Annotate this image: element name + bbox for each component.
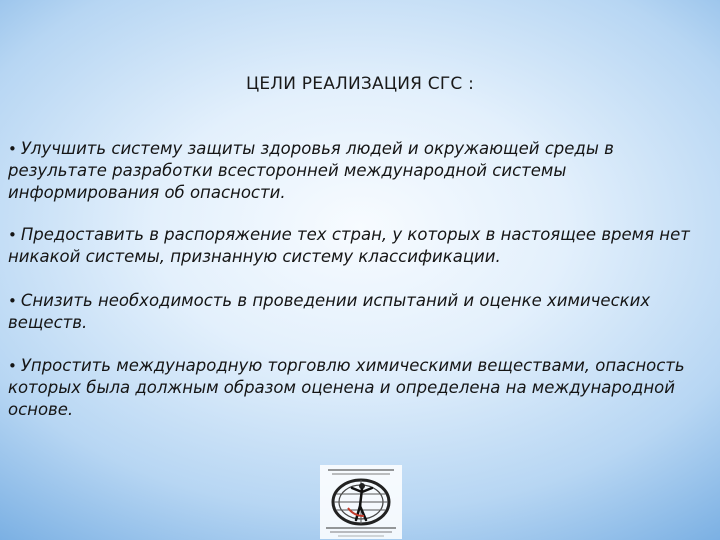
bullet-text: Предоставить в распоряжение тех стран, у которых в настоящее время нет никакой системы, признанную систему классификации. (8, 225, 690, 266)
bullet-text: Улучшить систему защиты здоровья людей и окружающей среды в результате разработки всесторонней международной системы информирования об опасности. (8, 139, 614, 202)
bullet-text: Упростить международную торговлю химическими веществами, опасность которых была должным образом оценена и определена на международной основе. (8, 356, 685, 419)
bullet-marker: • (8, 226, 17, 244)
organization-emblem-icon (318, 464, 404, 540)
bullet-item (8, 355, 708, 421)
bullet-marker: • (8, 292, 17, 310)
bullet-text: Снизить необходимость в проведении испытаний и оценке химических веществ. (8, 291, 651, 332)
bullet-item (8, 224, 708, 268)
bullet-item (8, 138, 708, 204)
bullet-marker: • (8, 357, 17, 375)
bullet-item (8, 290, 708, 334)
bullet-marker: • (8, 140, 17, 158)
slide-title: ЦЕЛИ РЕАЛИЗАЦИЯ СГС : (245, 74, 475, 94)
